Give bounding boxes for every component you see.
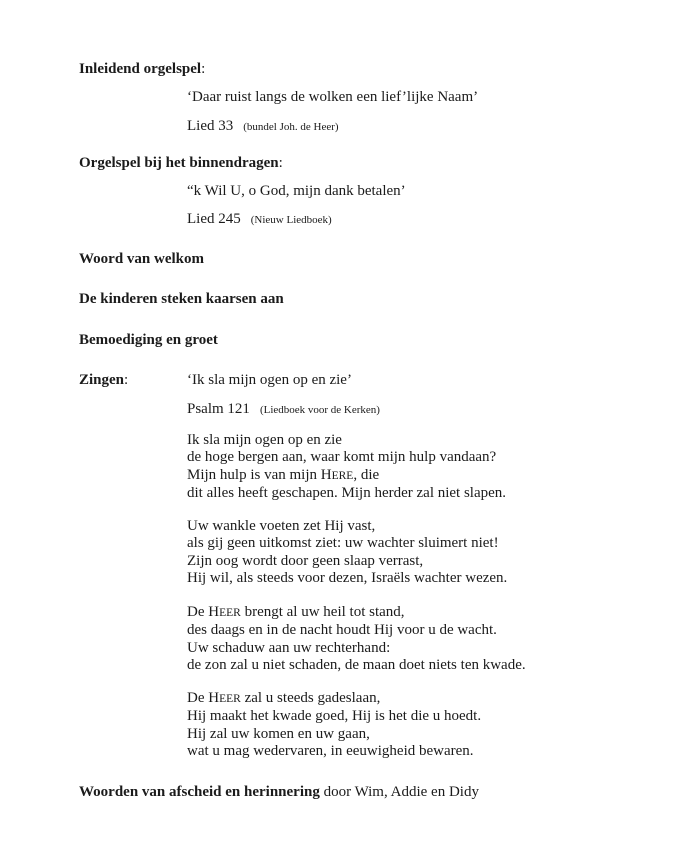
stanza-line <box>187 467 506 485</box>
entry-hymn-title: “k Wil U, o God, mijn dank betalen’ <box>187 183 406 199</box>
entry-heading: Orgelspel bij het binnendragen <box>79 155 279 171</box>
entry-hymn-source: (Nieuw Liedboek) <box>250 214 332 226</box>
intro-heading-row <box>79 60 205 78</box>
singing-heading-row <box>79 371 128 389</box>
farewell-speakers: door Wim, Addie en Didy <box>323 784 479 800</box>
psalm-stanza-1 <box>187 432 506 502</box>
intro-heading: Inleidend orgelspel <box>79 61 202 77</box>
small-caps-word: HEER <box>208 604 241 620</box>
stanza-line: Hij maakt het kwade goed, Hij is het die u hoedt. <box>187 708 482 725</box>
stanza-line-text: zal u steeds gadeslaan, <box>244 690 381 706</box>
stanza-line-text: Mijn hulp is van mijn <box>187 466 318 483</box>
stanza-line <box>187 690 481 708</box>
intro-hymn-number: Lied 33 <box>187 118 234 134</box>
intro-hymn-title: ‘Daar ruist langs de wolken een lief’lijke Naam’ <box>187 89 479 105</box>
small-caps-word: HERE <box>320 466 354 483</box>
psalm-stanza-4 <box>187 690 481 760</box>
welcome-heading: Woord van welkom <box>79 251 205 267</box>
entry-heading-colon: : <box>278 155 283 171</box>
intro-heading-colon: : <box>201 61 206 77</box>
psalm-stanza-3 <box>187 604 526 674</box>
singing-heading-colon: : <box>124 372 129 388</box>
intro-hymn-reference <box>187 117 339 136</box>
stanza-line: Hij wil, als steeds voor dezen, Israëls wachter wezen. <box>187 569 508 586</box>
stanza-line <box>187 604 526 622</box>
intro-hymn-source: (bundel Joh. de Heer) <box>243 121 339 133</box>
singing-heading: Zingen <box>79 372 125 388</box>
entry-hymn-reference <box>187 210 332 229</box>
singing-psalm-source: (Liedboek voor de Kerken) <box>259 404 380 416</box>
entry-heading-row <box>79 154 283 172</box>
stanza-line: de zon zal u niet schaden, de maan doet niets ten kwade. <box>187 656 526 673</box>
farewell-row <box>79 783 479 801</box>
singing-psalm-number: Psalm 121 <box>187 401 250 417</box>
small-caps-word: HEER <box>208 690 241 706</box>
stanza-line-text: De <box>187 690 205 706</box>
stanza-line: wat u mag wedervaren, in eeuwigheid bewaren. <box>187 742 474 759</box>
candles-heading: De kinderen steken kaarsen aan <box>79 291 284 307</box>
stanza-line-text: De <box>187 604 205 620</box>
stanza-line-text: brengt al uw heil tot stand, <box>244 604 405 620</box>
stanza-line: Uw schaduw aan uw rechterhand: <box>187 639 391 656</box>
stanza-line: Hij zal uw komen en uw gaan, <box>187 725 370 742</box>
greeting-heading: Bemoediging en groet <box>79 332 218 348</box>
stanza-line: dit alles heeft geschapen. Mijn herder zal niet slapen. <box>187 484 507 501</box>
stanza-line-text: , die <box>353 466 380 483</box>
farewell-heading: Woorden van afscheid en herinnering <box>79 784 320 800</box>
stanza-line: de hoge bergen aan, waar komt mijn hulp vandaan? <box>187 449 497 466</box>
entry-hymn-number: Lied 245 <box>187 211 241 227</box>
stanza-line: Uw wankle voeten zet Hij vast, <box>187 518 376 534</box>
singing-psalm-reference <box>187 400 380 419</box>
stanza-line: Zijn oog wordt door geen slaap verrast, <box>187 552 424 569</box>
stanza-line: Ik sla mijn ogen op en zie <box>187 432 342 448</box>
stanza-line: des daags en in de nacht houdt Hij voor u de wacht. <box>187 622 497 639</box>
stanza-line: als gij geen uitkomst ziet: uw wachter sluimert niet! <box>187 535 499 552</box>
singing-psalm-title: ‘Ik sla mijn ogen op en zie’ <box>187 372 352 388</box>
psalm-stanza-2 <box>187 518 507 587</box>
